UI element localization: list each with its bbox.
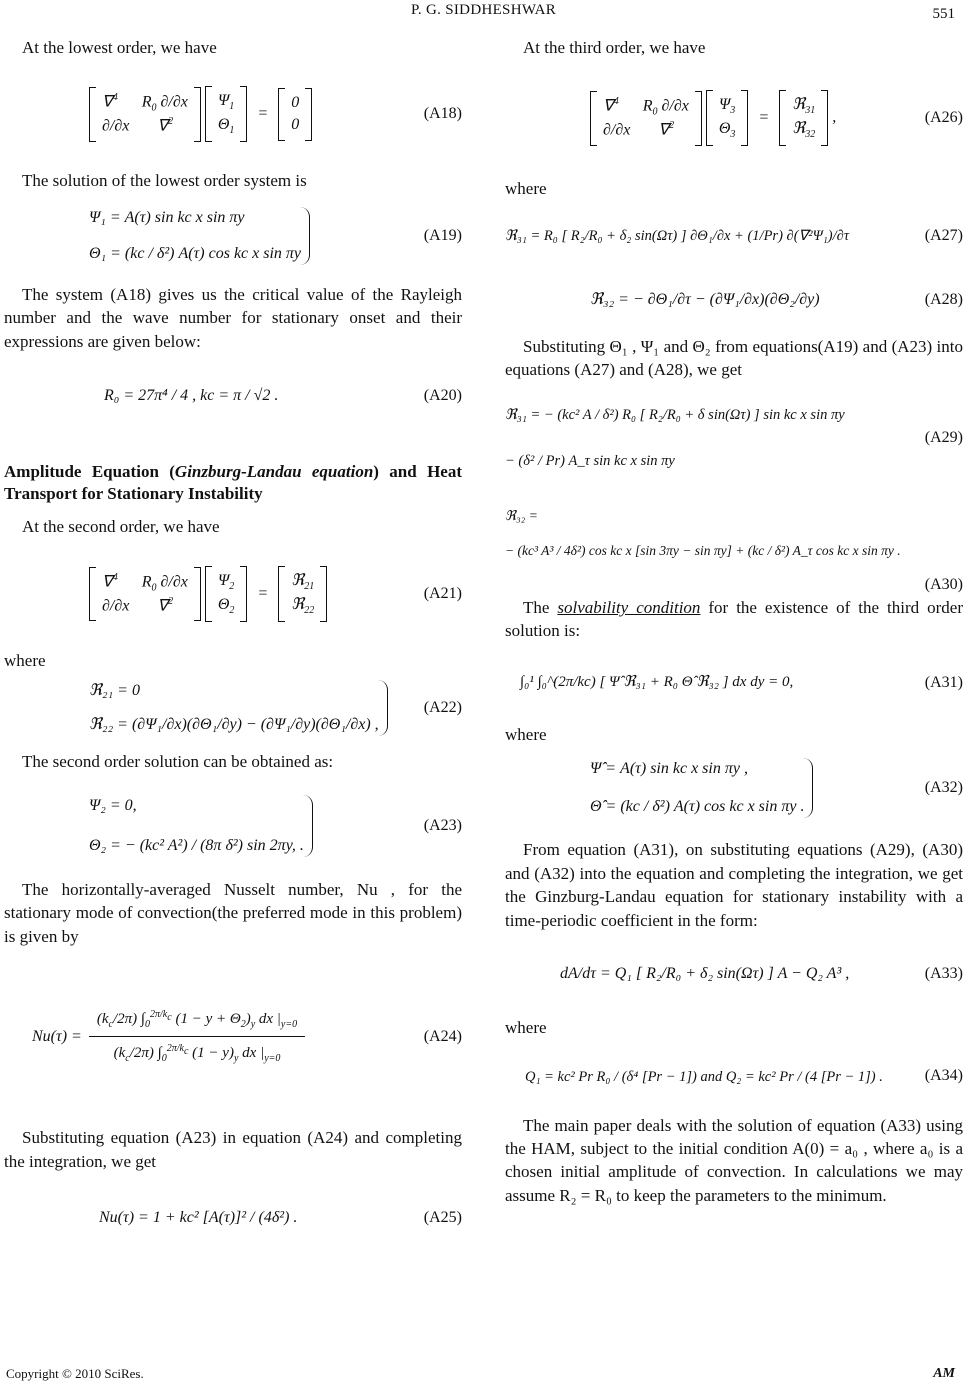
para-main-paper: The main paper deals with the solution of equation (A33) using the HAM, subject to the initial condition A(0) = a₀ , where a₀ is a chosen initial amplitude of convection. In calculations we may assume R₂ = R₀ to keep the parameters to the minimum. bbox=[505, 1115, 963, 1205]
eq-tag-a19: (A19) bbox=[423, 226, 462, 244]
para-critical-value: The system (A18) gives us the critical value of the Rayleigh number and the wave number for stationary onset and their expressions are given below: bbox=[4, 284, 462, 351]
label-where-2: where bbox=[505, 179, 547, 199]
eq-tag-a23: (A23) bbox=[423, 816, 462, 834]
eq-tag-a34: (A34) bbox=[924, 1067, 963, 1085]
equation-a34: Q₁ = kc² Pr R₀ / (δ⁴ [Pr − 1]) and Q₂ = kc² Pr / (4 [Pr − 1]) . (A34) bbox=[505, 1040, 963, 1114]
equation-a32: Ψ̂ = A(τ) sin kc x sin πy , Θ̂ = (kc / δ²) A(τ) cos kc x sin πy . (A32) bbox=[505, 746, 963, 830]
eq-tag-a26: (A26) bbox=[924, 109, 963, 127]
solvability-term: solvability condition bbox=[557, 597, 701, 617]
equation-a25: Nu(τ) = 1 + kc² [A(τ)]² / (4δ²) . (A25) bbox=[4, 1173, 462, 1263]
eq-tag-a24: (A24) bbox=[423, 1028, 462, 1046]
eq-tag-a33: (A33) bbox=[924, 965, 963, 983]
section-heading: Amplitude Equation (Ginzburg-Landau equation) and Heat Transport for Stationary Instability bbox=[4, 462, 462, 504]
page-number: 551 bbox=[932, 6, 955, 22]
left-column bbox=[4, 36, 462, 1263]
para-lowest-order: At the lowest order, we have bbox=[22, 38, 217, 57]
equation-a18: ∇$^4$ $R_0$ ∂/∂x ∂/∂x ∇$^2$ $\Psi_1$ $\Theta_1$ = 0 0 (A18) bbox=[4, 59, 462, 169]
para-second-solution: The second order solution can be obtained as: bbox=[22, 752, 334, 772]
matrix-operator: ∇$^4$ $R_0$ ∂/∂x ∂/∂x ∇$^2$ bbox=[89, 87, 201, 142]
label-where: where bbox=[4, 650, 46, 670]
eq-tag-a30: (A30) bbox=[924, 575, 963, 593]
equation-a30: ℜ₃₂ = − (kc³ A³ / 4δ²) cos kc x [sin 3πy − sin πy] + (kc / δ²) A_τ cos kc x sin πy . bbox=[505, 508, 901, 558]
equation-a23: Ψ₂ = 0, Θ₂ = − (kc² A²) / (8π δ²) sin 2πy, . (A23) bbox=[4, 774, 462, 878]
eq-tag-a31: (A31) bbox=[924, 673, 963, 691]
para-third-order: At the third order, we have bbox=[523, 38, 706, 57]
eq-tag-a32: (A32) bbox=[924, 779, 963, 797]
para-substituting-a23: Substituting equation (A23) in equation (A24) and completing the integration, we get bbox=[4, 1128, 462, 1171]
eq-tag-a20: (A20) bbox=[423, 387, 462, 405]
equation-a29: ℜ₃₁ = − (kc² A / δ²) R₀ [ R₂/R₀ + δ sin(Ωτ) ] sin kc x sin πy − (δ² / Pr) A_τ sin kc x sin πy (A29) bbox=[505, 406, 963, 469]
para-solvability: The solvability condition for the existence of the third order solution is: bbox=[505, 597, 963, 641]
eq-tag-a28: (A28) bbox=[924, 290, 963, 308]
eq-tag-a29: (A29) bbox=[924, 428, 963, 446]
eq-tag-a25: (A25) bbox=[423, 1209, 462, 1227]
eq-tag-a22: (A22) bbox=[423, 699, 462, 717]
para-solution-lowest: The solution of the lowest order system is bbox=[22, 171, 307, 191]
eq-tag-a21: (A21) bbox=[423, 584, 462, 602]
eq-a19-line1: Ψ₁ = A(τ) sin kc x sin πy bbox=[89, 208, 245, 226]
copyright: Copyright © 2010 SciRes. bbox=[6, 1366, 144, 1381]
equation-a28: ℜ₃₂ = − ∂Θ₁/∂τ − (∂Ψ₁/∂x)(∂Θ₂/∂y) (A28) bbox=[505, 271, 963, 329]
journal-abbrev: AM bbox=[933, 1366, 955, 1381]
eq-tag-a18: (A18) bbox=[423, 105, 462, 123]
right-column bbox=[505, 36, 963, 1207]
matrix-unknowns: $\Psi_1$ $\Theta_1$ bbox=[205, 86, 248, 142]
para-second-order: At the second order, we have bbox=[22, 517, 220, 537]
para-nusselt: The horizontally-averaged Nusselt number, Nu , for the stationary mode of convection(the preferred mode in this problem) is given by bbox=[4, 879, 462, 946]
equation-a31: ∫₀¹ ∫₀^(2π/kc) [ Ψ̂ ℜ₃₁ + R₀ Θ̂ ℜ₃₂ ] dx dy = 0, (A31) bbox=[505, 643, 963, 723]
running-title: P. G. SIDDHESHWAR bbox=[410, 2, 557, 18]
label-where-3: where bbox=[505, 724, 547, 744]
equation-a19 bbox=[4, 193, 462, 279]
equation-a20: R₀ = 27π⁴ / 4 , kc = π / √2 . (A20) bbox=[4, 353, 462, 439]
equation-a27: ℜ₃₁ = R₀ [ R₂/R₀ + δ₂ sin(Ωτ) ] ∂Θ₁/∂x + (1/Pr) ∂(∇²Ψ₁)/∂τ (A27) bbox=[505, 201, 963, 271]
equation-a22: ℜ₂₁ = 0 ℜ₂₂ = (∂Ψ₁/∂x)(∂Θ₁/∂y) − (∂Ψ₁/∂y)(∂Θ₁/∂x) , (A22) bbox=[4, 672, 462, 744]
eq-tag-a27: (A27) bbox=[924, 226, 963, 244]
equation-a21: ∇$^4$ $R_0$ ∂/∂x ∂/∂x ∇$^2$ $\Psi_2$ $\Theta_2$ = ℜ$_{21}$ ℜ$_{22}$ (A21) bbox=[4, 539, 462, 649]
para-ginzburg-landau: From equation (A31), on substituting equations (A29), (A30) and (A32) into the equation and completing the integration, we get the Ginzburg-Landau equation for stationary instability with a time-periodic coefficient in the form: bbox=[505, 840, 963, 930]
equation-a24: Nu(τ) = $\frac{(k_c/2\pi) \int_0^{2\pi/k_c} (1 - y + \Theta_2)_y dx |_{y=0}}{(k_c/2\pi) \int_0^{2\pi/k_c} (1 - y)_y dx |_{y=0}}$ (A24) bbox=[4, 948, 462, 1126]
matrix-rhs: 0 0 bbox=[278, 88, 312, 140]
label-where-4: where bbox=[505, 1018, 547, 1038]
equation-a26: ∇$^4$ $R_0$ ∂/∂x ∂/∂x ∇$^2$ $\Psi_3$ $\Theta_3$ = ℜ$_{31}$ ℜ$_{32}$ , (A26) bbox=[505, 59, 963, 177]
para-substituting-theta: Substituting Θ₁ , Ψ₁ and Θ₂ from equations(A19) and (A23) into equations (A27) and (A28), we get bbox=[505, 336, 963, 380]
eq-a19-line2: Θ₁ = (kc / δ²) A(τ) cos kc x sin πy bbox=[89, 244, 302, 262]
equation-a33: dA/dτ = Q₁ [ R₂/R₀ + δ₂ sin(Ωτ) ] A − Q₂ A³ , (A33) bbox=[505, 932, 963, 1016]
